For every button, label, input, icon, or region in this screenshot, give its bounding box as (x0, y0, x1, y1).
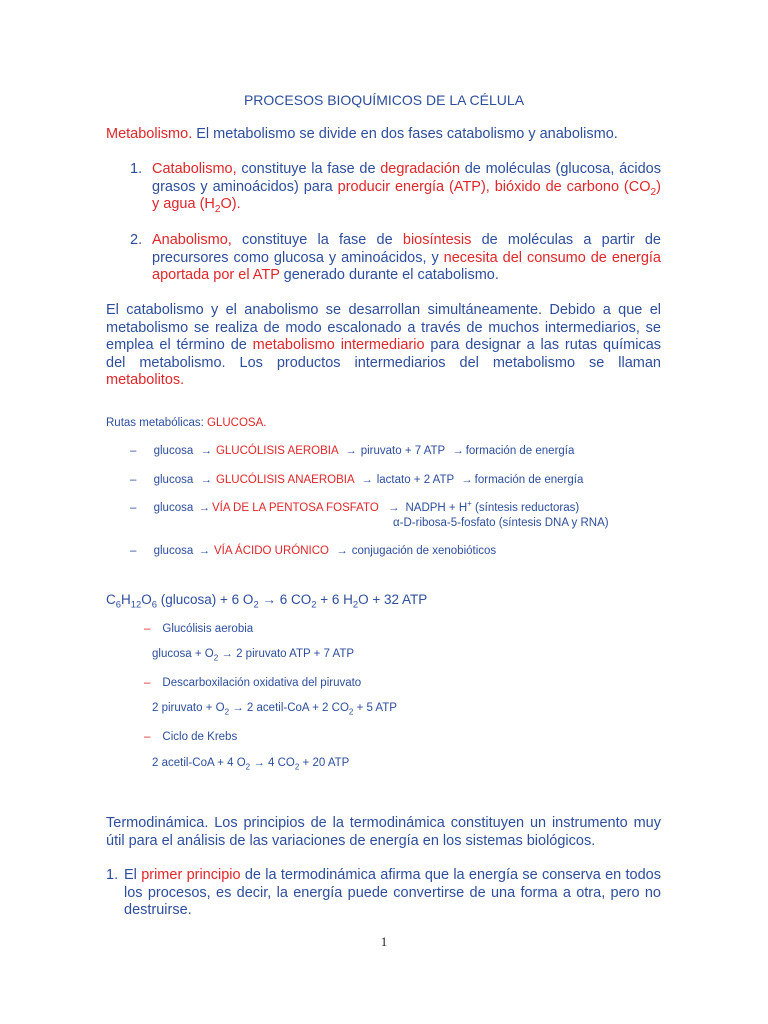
para2-text-2: para designar a las rutas químicas del metabolismo. Los productos intermediarios del metabolismo se llaman (106, 337, 662, 371)
arrow-icon: → (336, 545, 348, 557)
bullet-dash: – (130, 474, 137, 486)
page-number: 1 (380, 934, 388, 949)
metabolismo-intermediario-term: metabolismo intermediario (252, 337, 425, 353)
route-1-product: piruvato + 7 ATP (360, 445, 446, 457)
primer-principio-item (124, 867, 661, 920)
route-3-product-1: NADPH + H+ (síntesis reductoras) (405, 499, 580, 514)
anabolismo-item (152, 232, 661, 285)
metabolitos-term: metabolitos. (106, 372, 185, 388)
producir-energia-text: producir energía (ATP), bióxido de carbono $(CO_2)$ y agua $(H_2O)$. (152, 178, 661, 215)
step-3-equation: 2 acetil-CoA + 4 $O_2 \to 4$ $CO_2 + 20$ ATP (152, 757, 350, 772)
step-1-title-text: Glucólisis aerobia (162, 623, 254, 635)
route-3 (130, 499, 580, 514)
route-2-substrate: glucosa (153, 474, 194, 486)
biosintesis-term: biosíntesis (402, 232, 472, 248)
rutas-label (106, 417, 266, 429)
route-2-result: formación de energía (474, 474, 584, 486)
step-2-title-text: Descarboxilación oxidativa del piruvato (162, 677, 362, 689)
termo1-text-1: El (124, 867, 142, 883)
metabolismo-paragraph (106, 126, 666, 144)
arrow-icon: → (200, 445, 212, 457)
item-2-number: 2. (130, 232, 143, 248)
consumo-energia-text: necesita del consumo de energía aportada por el ATP (152, 249, 661, 283)
route-4 (130, 545, 496, 557)
step-3-title (144, 731, 237, 743)
step-2-title (144, 677, 361, 689)
termo-item-1-number: 1. (106, 867, 119, 883)
route-4-product: conjugación de xenobióticos (351, 545, 497, 557)
termo1-text-2: de la termodinámica afirma que la energía se conserva en todos los procesos, es decir, la energía puede convertirse de una forma a otra, pero no destruirse. (124, 867, 661, 918)
anabolismo-text-3: generado durante el catabolismo. (279, 267, 499, 283)
route-1-result: formación de energía (465, 445, 575, 457)
route-2-product: lactato + 2 ATP (376, 474, 454, 486)
anabolismo-term: Anabolismo, (152, 232, 232, 248)
anabolismo-text-2: de moléculas a partir de precursores como glucosa y aminoácidos, y (152, 232, 661, 266)
step-2-equation: 2 piruvato + $O_2 \to 2$ acetil-CoA + 2 $CO_2 + 5$ ATP (152, 702, 397, 717)
step-3-title-text: Ciclo de Krebs (162, 731, 238, 743)
arrow-icon: → (387, 502, 400, 514)
rutas-label-glucosa: GLUCOSA. (207, 417, 267, 429)
rutas-label-text: Rutas metabólicas: (106, 417, 207, 429)
arrow-icon: → (198, 545, 210, 557)
route-3-product-2: α-D-ribosa-5-fosfato (síntesis DNA y RNA) (393, 517, 609, 529)
bullet-dash: – (144, 731, 151, 743)
para2-text-1: El catabolismo y el anabolismo se desarrollan simultáneamente. Debido a que el metabolismo se realiza de modo escalonado a través de muchos intermediarios, se emplea el término de (106, 302, 661, 353)
step-1-title (144, 623, 253, 635)
route-1-pathway: GLUCÓLISIS AEROBIA (215, 445, 339, 457)
bullet-dash: – (130, 445, 137, 457)
route-4-pathway: VÍA ÁCIDO URÓNICO (213, 545, 329, 557)
bullet-dash: – (130, 502, 137, 514)
route-2 (130, 474, 583, 486)
bullet-dash: – (130, 545, 137, 557)
catabolismo-text-2: de moléculas (glucosa, ácidos grasos y aminoácidos) para (152, 161, 661, 195)
primer-principio-term: primer principio (141, 867, 241, 883)
route-3-substrate: glucosa (153, 502, 194, 514)
item-1-number: 1. (130, 161, 143, 177)
route-1 (130, 445, 574, 457)
catabolismo-text-1: constituye la fase de (236, 161, 381, 177)
arrow-icon: → (345, 445, 357, 457)
route-3-pathway: VÍA DE LA PENTOSA FOSFATO (211, 502, 379, 514)
arrow-icon: → (200, 474, 212, 486)
metabolismo-text: El metabolismo se divide en dos fases catabolismo y anabolismo. (192, 126, 618, 142)
route-2-pathway: GLUCÓLISIS ANAEROBIA (215, 474, 355, 486)
metabolismo-term: Metabolismo. (106, 126, 193, 142)
metabolismo-intermediario-paragraph (106, 302, 661, 390)
global-equation: $C_6H_{12}O_6$ (glucosa) + 6 $O_2 \to 6$ $CO_2 + 6$ $H_2O + 32$ ATP (106, 592, 428, 611)
page-title: PROCESOS BIOQUÍMICOS DE LA CÉLULA (243, 92, 525, 108)
arrow-icon: → (452, 445, 464, 457)
termodinamica-paragraph: Termodinámica. Los principios de la termodinámica constituyen un instrumento muy útil para el análisis de las variaciones de energía en los sistemas biológicos. (106, 815, 661, 849)
catabolismo-term: Catabolismo, (152, 161, 237, 177)
bullet-dash: – (144, 677, 151, 689)
route-4-substrate: glucosa (153, 545, 194, 557)
route-1-substrate: glucosa (153, 445, 194, 457)
bullet-dash: – (144, 623, 151, 635)
arrow-icon: → (461, 474, 473, 486)
arrow-icon: → (361, 474, 373, 486)
anabolismo-text-1: constituye la fase de (231, 232, 403, 248)
catabolismo-item (152, 161, 661, 214)
degradacion-term: degradación (380, 161, 461, 177)
arrow-icon: → (198, 502, 210, 514)
step-1-equation: $glucosa + O_2 \to 2$ piruvato ATP + 7 ATP (152, 648, 355, 663)
